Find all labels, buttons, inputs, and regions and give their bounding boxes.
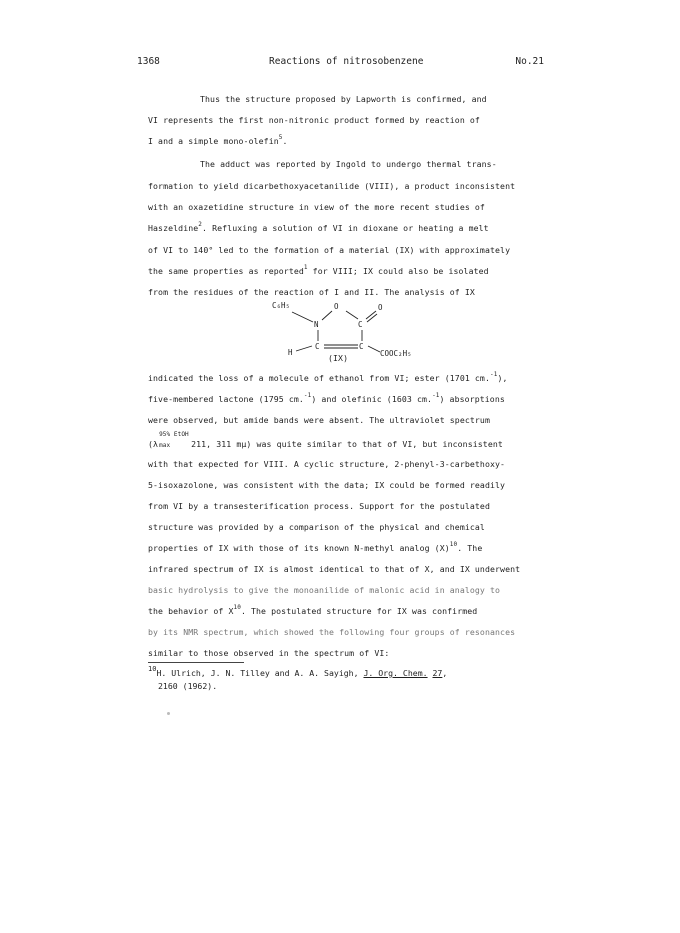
paragraph-3-line-3: were observed, but amide bands were absent. The ultraviolet spectrum xyxy=(148,415,490,425)
text-span: ) and olefinic (1603 cm. xyxy=(311,394,433,404)
footnote-journal: J. Org. Chem. xyxy=(363,668,428,678)
lambda-scripts xyxy=(158,431,189,449)
footnote-authors: H. Ulrich, J. N. Tilley and A. A. Sayigh, xyxy=(156,668,364,678)
reference-superscript: 2 xyxy=(198,221,203,228)
paragraph-3-line-5: with that expected for VIII. A cyclic structure, 2-phenyl-3-carbethoxy- xyxy=(148,459,506,469)
running-title: Reactions of nitrosobenzene xyxy=(269,56,424,67)
structure-bonds xyxy=(270,301,440,365)
paragraph-3-line-14: similar to those observed in the spectrum of VI: xyxy=(148,648,390,658)
ring-oxygen: O xyxy=(334,302,339,311)
paragraph-2-line-4 xyxy=(148,223,489,233)
reference-superscript: 10 xyxy=(449,541,458,548)
footnote-number: 10 xyxy=(148,665,157,673)
paragraph-1-line-3 xyxy=(148,136,288,146)
text-span: , xyxy=(442,668,448,678)
paragraph-3-line-8: structure was provided by a comparison of the physical and chemical xyxy=(148,522,485,532)
footnote-volume: 27 xyxy=(432,668,443,678)
paragraph-2-line-1: The adduct was reported by Ingold to undergo thermal trans- xyxy=(200,159,497,169)
paragraph-3-line-4 xyxy=(148,431,503,449)
footnote-line-2: 2160 (1962). xyxy=(158,681,218,691)
paragraph-3-line-9 xyxy=(148,543,482,553)
ring-carbonyl-carbon: C xyxy=(358,320,363,329)
paragraph-2-line-3: with an oxazetidine structure in view of the more recent studies of xyxy=(148,202,485,212)
text-span: . The postulated structure for IX was confirmed xyxy=(240,606,478,616)
text-span: indicated the loss of a molecule of ethanol from VI; ester (1701 cm. xyxy=(148,373,490,383)
carbonyl-oxygen: O xyxy=(378,303,383,312)
paragraph-3-line-11: basic hydrolysis to give the monoanilide of malonic acid in analogy to xyxy=(148,585,501,595)
paragraph-3-line-1 xyxy=(148,373,508,383)
paragraph-1-line-1: Thus the structure proposed by Lapworth is confirmed, and xyxy=(200,94,487,104)
lambda-subscript: max xyxy=(159,442,171,449)
text-span: five-membered lactone (1795 cm. xyxy=(148,394,304,404)
phenyl-group: C₆H₅ xyxy=(272,301,291,310)
superscript: -1 xyxy=(303,392,312,399)
footnote-line-1 xyxy=(148,665,448,678)
paragraph-2-line-6 xyxy=(148,266,489,276)
text-span: properties of IX with those of its known N-methyl analog (X) xyxy=(148,543,450,553)
text-span: . The xyxy=(457,543,483,553)
paragraph-2-line-5: of VI to 140° led to the formation of a material (IX) with approximately xyxy=(148,245,511,255)
reference-superscript: 5 xyxy=(278,134,283,141)
text-span: . Refluxing a solution of VI in dioxane or heating a melt xyxy=(202,223,489,233)
text-span: the same properties as reported xyxy=(148,266,304,276)
ring-nitrogen: N xyxy=(314,320,319,329)
paragraph-3-line-12 xyxy=(148,606,477,616)
journal-number: No.21 xyxy=(515,56,544,67)
text-span: I and a simple mono-olefin xyxy=(148,136,279,146)
paragraph-3-line-2 xyxy=(148,394,505,404)
text-span: (λ xyxy=(148,439,159,449)
reference-superscript: 1 xyxy=(303,264,308,271)
superscript: -1 xyxy=(432,392,440,399)
paragraph-2-line-2: formation to yield dicarbethoxyacetanilide (VIII), a product inconsistent xyxy=(148,181,516,191)
footnote-rule xyxy=(148,662,244,663)
text-span: ), xyxy=(497,373,508,383)
ring-carbon-right: C xyxy=(359,342,364,351)
text-span: Haszeldine xyxy=(148,223,199,233)
text-span: for VIII; IX could also be isolated xyxy=(307,266,489,276)
ester-group: COOC₂H₅ xyxy=(380,349,412,358)
paragraph-3-line-13: by its NMR spectrum, which showed the following four groups of resonances xyxy=(148,627,516,637)
paragraph-3-line-7: from VI by a transesterification process. Support for the postulated xyxy=(148,501,490,511)
text-span: 211, 311 mμ) was quite similar to that of VI, but inconsistent xyxy=(186,439,503,449)
chemical-structure-ix xyxy=(270,301,440,365)
text-span: ) absorptions xyxy=(439,394,505,404)
structure-label: (IX) xyxy=(328,353,349,363)
paragraph-3-line-6: 5-isoxazolone, was consistent with the data; IX could be formed readily xyxy=(148,480,506,490)
page-number: 1368 xyxy=(137,56,160,67)
text-span: the behavior of X xyxy=(148,606,234,616)
ring-carbon-left: C xyxy=(315,342,320,351)
scan-speck xyxy=(167,712,170,715)
text-span: . xyxy=(282,136,288,146)
page-header xyxy=(137,56,544,70)
paragraph-2-line-7: from the residues of the reaction of I and II. The analysis of IX xyxy=(148,287,475,297)
hydrogen-atom: H xyxy=(288,348,293,357)
paragraph-3-line-10: infrared spectrum of IX is almost identical to that of X, and IX underwent xyxy=(148,564,521,574)
reference-superscript: 10 xyxy=(233,604,241,611)
lambda-superscript: 95% EtOH xyxy=(159,431,189,438)
paragraph-1-line-2: VI represents the first non-nitronic product formed by reaction of xyxy=(148,115,480,125)
superscript: -1 xyxy=(490,371,498,378)
